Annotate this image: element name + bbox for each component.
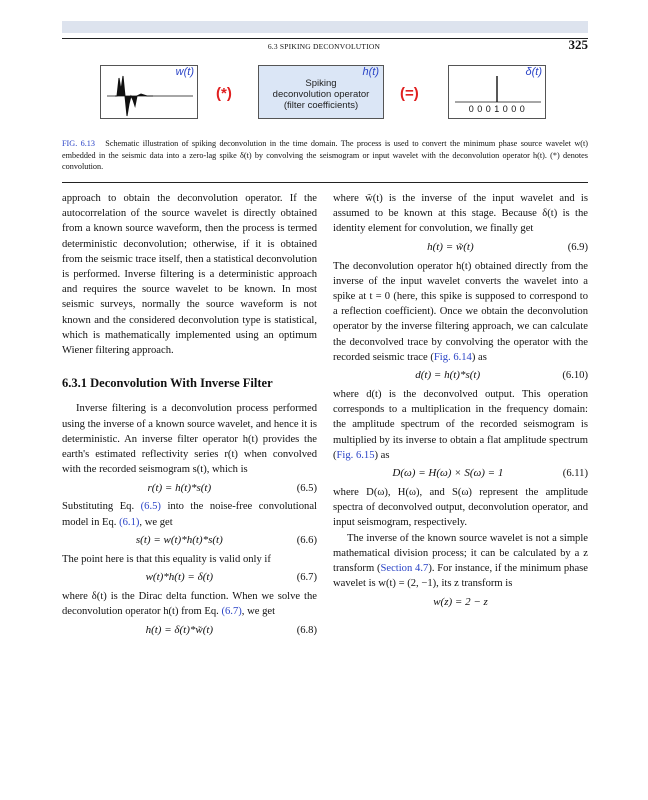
equation-number: (6.5)	[296, 482, 317, 494]
paragraph	[333, 259, 588, 365]
caption-label: FIG. 6.13	[62, 139, 95, 148]
panel-wavelet	[100, 65, 198, 119]
equation-number: (6.7)	[296, 572, 317, 584]
text: , we get	[241, 606, 276, 618]
wavelet-plot	[101, 66, 197, 118]
figure-link[interactable]: Fig. 6.14	[433, 351, 472, 363]
equation-6-5	[62, 477, 317, 499]
caption-text: Schematic illustration of spiking deconvolution in the time domain. The process is used to convert the minimum phase source wavelet w(t) embedded in the seismic data into a zero-lag spike δ(t) by convolving the seismogram or input wavelet with the deconvolution operator h(t). (*) denotes convolution.	[62, 139, 589, 171]
equation: w(z) = 2 − z	[433, 595, 488, 608]
paragraph: Inverse filtering is a deconvolution process performed using the inverse of a known source wavelet, and hence it is deterministic. An inverse filter operator h(t) provides the earth's estimated reflectivity series r(t) when convolved with the recorded seismogram s(t), which is	[62, 403, 317, 476]
text: The inverse of the known source wavelet is not a simple mathematical division process; it can be calculated by a z transform (	[333, 532, 588, 575]
text: ) as	[471, 351, 487, 363]
equals-symbol: (=)	[400, 85, 419, 102]
equation-number: (6.9)	[567, 242, 588, 253]
text: Substituting Eq.	[62, 501, 135, 513]
running-title: 6.3 SPIKING DECONVOLUTION	[267, 42, 381, 51]
equation: r(t) = h(t)*s(t)	[147, 481, 212, 494]
paragraph: where w̃(t) is the inverse of the input wavelet and is assumed to be known at this stage. Because δ(t) is the identity element for convolution, we finally get	[333, 193, 588, 235]
paragraph	[62, 499, 317, 529]
equation-number: (6.10)	[562, 370, 588, 382]
equation: w(t)*h(t) = δ(t)	[145, 571, 214, 584]
equation-number: (6.8)	[296, 624, 317, 636]
text: into the noise-free convolutional model in Eq.	[62, 501, 317, 528]
panel-spike-label: δ(t)	[525, 66, 542, 78]
equation: h(t) = w̃(t)	[427, 241, 474, 253]
panel-spike	[448, 65, 546, 119]
panel-operator	[258, 65, 384, 119]
equation: h(t) = δ(t)*w̃(t)	[145, 623, 214, 636]
panel-wavelet-label: w(t)	[175, 66, 194, 78]
caption-rule	[62, 182, 588, 183]
figure-6-13	[0, 63, 648, 133]
text: where d(t) is the deconvolved output. This operation corresponds to a multiplication in the frequency domain: the amplitude spectrum of the recorded seismogram is multiplied by its inverse to obtain a flat amplitude spectrum (	[333, 389, 588, 461]
equation: d(t) = h(t)*s(t)	[415, 369, 481, 382]
paragraph	[333, 387, 588, 463]
equation-number: (6.6)	[296, 535, 317, 547]
operator-description	[259, 78, 383, 111]
paragraph: approach to obtain the deconvolution operator. If the autocorrelation of the source wavelet is directly obtained from a known source waveform, then the process is termed deterministic deconvolution; otherwise, if it is obtained from the seismic trace itself, then a statistical deconvolution is performed. Inverse filtering is a deterministic approach and requires the source wavelet to be known. In most seismic surveys, normally the source waveform is not known and the considered deconvolution type is statistical, which is mathematically implemented using an optimum Wiener filtering approach.	[62, 193, 317, 357]
figure-link[interactable]: Fig. 6.15	[336, 449, 375, 461]
paragraph	[333, 531, 588, 592]
page-number: 325	[568, 37, 588, 52]
equation-6-8	[62, 619, 317, 641]
spike-digits: 0 0 0 1 0 0 0	[468, 104, 526, 114]
equation: s(t) = w(t)*h(t)*s(t)	[135, 534, 223, 547]
figure-caption	[62, 138, 588, 173]
equation-6-7	[62, 567, 317, 589]
left-column	[62, 191, 317, 641]
section-link[interactable]: Section 4.7	[380, 563, 429, 575]
operator-line-2: deconvolution operator	[272, 89, 370, 100]
paragraph	[62, 589, 317, 619]
text: ). For instance, if the minimum phase wavelet is w(t) = (2, −1), its z transform is	[333, 563, 588, 590]
equation-6-11	[333, 463, 588, 485]
panel-operator-label: h(t)	[362, 66, 379, 78]
header-rule	[62, 38, 588, 39]
text: ) as	[374, 449, 390, 461]
equation-link[interactable]: (6.5)	[140, 501, 161, 513]
right-column	[333, 191, 588, 613]
operator-line-3: (filter coefficients)	[283, 100, 359, 111]
header-band	[62, 21, 588, 33]
paragraph: where D(ω), H(ω), and S(ω) represent the amplitude spectra of deconvolved output, deconvolution operator, and input seismogram, respectively.	[333, 487, 588, 529]
paragraph: The point here is that this equality is valid only if	[62, 553, 271, 565]
equation-wz	[333, 591, 588, 613]
equation-link[interactable]: (6.7)	[221, 606, 242, 618]
text: The deconvolution operator h(t) obtained directly from the inverse of the input wavelet converts the wavelet into a spike at t = 0 (here, this spike is supposed to correspond to a reflection coefficient). Once we obtain the deconvolution operator by the inverse filtering approach, we can calculate the deconvolved trace by convolving the operator with the recorded seismic trace (	[333, 260, 588, 363]
equation-link[interactable]: (6.1)	[119, 516, 140, 528]
operator-line-1: Spiking	[305, 78, 337, 89]
equation-6-10	[333, 365, 588, 387]
text: where δ(t) is the Dirac delta function. When we solve the deconvolution operator h(t) from Eq.	[62, 591, 317, 618]
equation-6-6	[62, 530, 317, 552]
equation-6-9	[333, 237, 588, 259]
section-heading: 6.3.1 Deconvolution With Inverse Filter	[62, 376, 273, 391]
text: , we get	[139, 516, 173, 528]
convolution-symbol: (*)	[216, 85, 232, 102]
equation: D(ω) = H(ω) × S(ω) = 1	[392, 467, 504, 480]
equation-number: (6.11)	[562, 468, 588, 480]
